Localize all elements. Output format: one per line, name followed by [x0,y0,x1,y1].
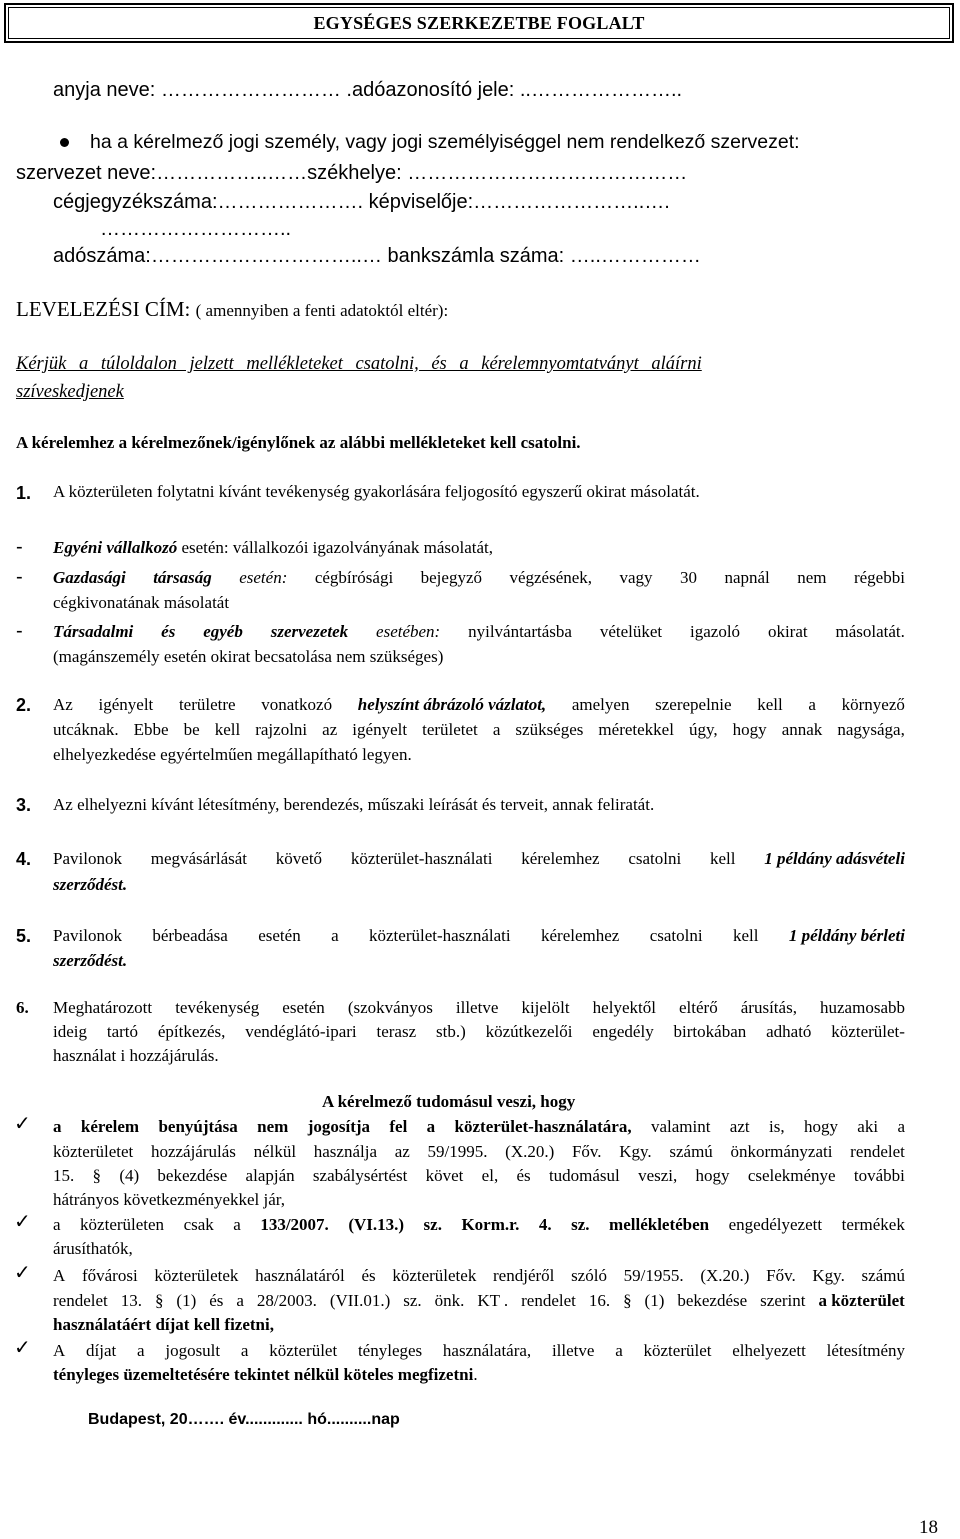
ack-3-word: (1) [644,1291,665,1310]
reg-number-field: cégjegyzékszáma:…………………. képviselője:……………………..…. [53,191,670,213]
item-text-1: A közterületen folytatni kívánt tevékenység gyakorlására feljogosító egyszerű okirat másolatát. [53,482,700,501]
item-2-word: az [322,720,338,739]
company-word: napnál [724,568,770,587]
item-4-word: kell [709,849,736,868]
ack-3-word: a közterület [818,1291,905,1310]
ack-1-word: szabálysértést [312,1166,408,1185]
checkmark-icon: ✓ [14,1209,31,1233]
bullet-icon [60,138,69,147]
company-word: Gazdasági [53,568,126,587]
ack-1-line-1 [53,1118,905,1135]
item-2-word: területet [422,720,478,739]
social-org-word: és [161,622,176,641]
item-6-line-2 [53,1023,905,1040]
ack-1-word: Főv. [571,1142,602,1161]
ack-1-line-2 [53,1143,905,1160]
ack-3-word: § [154,1291,164,1310]
item-6-word: esetén [282,998,325,1017]
ack-3-word: (1) [176,1291,197,1310]
ack-2-word: 4. [538,1215,552,1234]
company-word: vagy [619,568,653,587]
org-name-field: szervezet neve:……………..……székhelye: …………………………………… [16,162,688,184]
ack-2-word: a [53,1215,61,1234]
item-2-word: be [183,720,200,739]
ack-3-word: a [236,1291,244,1310]
item-number-2: 2. [16,695,32,715]
ack-3-line-2 [53,1292,905,1309]
item-2-word: a [492,720,501,739]
dash-marker: - [16,566,23,588]
item-4-word: megvásárlását [150,849,248,868]
document-header-box [4,3,954,43]
ack-1-word: benyújtása [158,1117,238,1136]
item-2-line-2 [53,721,905,738]
item-4-word: kérelemhez [521,849,600,868]
item-5-word: kell [732,926,759,945]
item-6-word: eltérő [679,998,718,1017]
item-6-word: huzamosabb [820,998,905,1017]
ack-1-word: közterület-használatára, [454,1117,632,1136]
ack-1-word: követ [425,1166,464,1185]
item-6-word: engedély [592,1022,654,1041]
item-5-line-1 [53,927,905,944]
ack-4-word: elhelyezett [732,1341,806,1360]
ack-1-word: jogosítja [307,1117,371,1136]
item-6-word: adható [766,1022,812,1041]
ack-4-word: közterület [269,1341,338,1360]
ack-4-word: használatára, [442,1341,532,1360]
ack-1-word: § [92,1166,102,1185]
ack-1-word: 15. [53,1166,75,1185]
ack-2-word: Korm.r. [461,1215,520,1234]
company-word: bejegyző [420,568,482,587]
item-2-word: igényelt [98,695,154,714]
ack-4-word: a [240,1341,249,1360]
mailing-address-label: LEVELEZÉSI CÍM: [16,297,191,321]
ack-3-word: és [209,1291,224,1310]
item-4-word: követő [275,849,323,868]
item-6-word: közterület- [831,1022,905,1041]
item-2-word: a [808,695,816,714]
document-header-inner-border [8,7,950,39]
item-5-word: 1 példány bérleti [788,926,905,945]
item-4-line-2: szerződést. [53,875,128,894]
social-org-word: esetében: [376,622,441,641]
item-6-word: terasz [376,1022,417,1041]
social-org-word: egyéb [203,622,243,641]
social-org-word: másolatát. [835,622,905,641]
ack-1-word: el, [481,1166,499,1185]
item-2-word: Az [53,695,73,714]
ack-2-word: sz. [423,1215,442,1234]
item-2-word: területre [178,695,236,714]
ack-3-word: A [53,1266,66,1285]
ack-1-word: aki [857,1117,879,1136]
item-2-word: hogy [732,720,767,739]
item-6-word: helyektől [592,998,656,1017]
ack-4-word: díjat [86,1341,117,1360]
item-5-word: Pavilonok [53,926,122,945]
ack-3-word: és [361,1266,376,1285]
ack-1-word: nem [257,1117,289,1136]
ack-4-word: közterület [643,1341,712,1360]
ack-1-word: közterületet [53,1142,134,1161]
item-5-word: bérbeadása [152,926,228,945]
item-6-word: tartó [106,1022,139,1041]
item-6-word: birtokában [673,1022,747,1041]
item-text-3: Az elhelyezni kívánt létesítmény, berendezés, műszaki leírását és terveit, annak feliratát. [53,795,655,814]
item-2-word: annak [781,720,823,739]
item-6-word: illetve [455,998,499,1017]
ack-3-word: rendelet [521,1291,576,1310]
ack-2-word: csak [183,1215,214,1234]
item-6-word: (szokványos [347,998,433,1017]
item-5-word: kérelemhez [540,926,620,945]
ack-2-word: 133/2007. [260,1215,329,1234]
acknowledgement-heading: A kérelmező tudomásul veszi, hogy [322,1092,576,1111]
ack-4-bold-text: tényleges üzemeltetésére tekintet nélkül köteles megfizetni [53,1365,474,1384]
ack-1-word: 59/1995. [427,1142,488,1161]
request-line-1 [16,355,946,374]
ack-1-word: Kgy. [619,1142,652,1161]
ack-4-word: a [615,1341,623,1360]
dash-marker: - [16,620,23,642]
item-2-word: méretekkel [598,720,674,739]
document-header-title: EGYSÉGES SZERKEZETBE FOGLALT [313,12,645,33]
item-2-word: környező [841,695,905,714]
ack-1-word: valamint [650,1117,711,1136]
item-5-word: a [331,926,339,945]
ack-4-line-1 [53,1342,905,1359]
item-4-word: csatolni [628,849,682,868]
item-6-word: árusítás, [740,998,797,1017]
mother-name-field: anyja neve: ……………………… .adóazonosító jele: ..………………….. [53,79,683,101]
ack-3-word: fővárosi [81,1266,138,1285]
ack-3-word: számú [861,1266,905,1285]
ack-3-line-1 [53,1267,905,1284]
ack-1-line-3 [53,1167,905,1184]
ack-4-line-2 [53,1366,478,1383]
item-2-word: úgy, [688,720,718,739]
item-2-line-3: elhelyezkedése egyértelműen megállapítható legyen. [53,745,412,764]
item-2-word: utcáknak. [53,720,119,739]
ack-3-word: 28/2003. [256,1291,317,1310]
item-2-word: igényelt [352,720,408,739]
ack-1-word: bekezdése [157,1166,228,1185]
item-2-word: szerepelnie [655,695,732,714]
ack-1-word: fel [389,1117,408,1136]
ack-4-word: a [137,1341,145,1360]
item-2-word: kell [214,720,241,739]
item-2-word: helyszínt ábrázoló vázlatot, [357,695,547,714]
item-6-word: kijelölt [521,998,570,1017]
ack-4-word: tényleges [357,1341,423,1360]
item-6-word: ideig [53,1022,87,1041]
item-2-word: kell [757,695,783,714]
ack-2-line-2: árusíthatók, [53,1239,133,1258]
company-word: esetén: [239,568,288,587]
item-6-line-3: használat i hozzájárulás. [53,1046,219,1065]
ack-1-line-4: hátrányos következményekkel jár, [53,1190,286,1209]
item-2-word: nagysága, [837,720,905,739]
ack-2-word: közterületen [80,1215,165,1234]
item-6-word: stb.) [436,1022,466,1041]
social-org-word: nyilvántartásba [468,622,572,641]
item-6-word: közútkezelői [485,1022,573,1041]
item-4-line-1 [53,850,905,867]
item-5-line-2: szerződést. [53,951,128,970]
sub-item-sole-trader [53,539,493,556]
item-number-4: 4. [16,849,32,869]
request-line-2: szíveskedjenek [16,382,124,402]
company-word: végzésének, [509,568,593,587]
company-word: társaság [153,568,212,587]
ack-1-word: (X.20.) [505,1142,555,1161]
ack-1-word: rendelet [850,1142,905,1161]
social-org-word: vételüket [599,622,663,641]
ack-1-word: használja [313,1142,378,1161]
ack-1-word: a [53,1117,62,1136]
ack-3-word: rendelet [53,1291,108,1310]
ack-3-word: szóló [571,1266,607,1285]
item-2-word: amelyen [571,695,630,714]
ack-3-line-3: használatáért díjat kell fizetni, [53,1315,274,1334]
sub-item-company-line-1 [53,569,905,586]
company-word: cégbírósági [314,568,394,587]
ack-1-word: alapján [245,1166,295,1185]
ack-3-word: 16. [588,1291,611,1310]
sole-trader-text: esetén: vállalkozói igazolványának másolatát, [177,538,493,557]
ack-1-word: és [516,1166,531,1185]
item-5-word: esetén [258,926,301,945]
social-org-word: szervezetek [270,622,349,641]
checkmark-icon: ✓ [14,1335,31,1359]
item-number-6: 6. [16,998,29,1017]
ack-3-word: bekezdése [677,1291,748,1310]
sub-item-social-org-line-1 [53,623,905,640]
item-4-word: 1 példány adásvételi [764,849,905,868]
ack-1-word: veszi, [638,1166,678,1185]
ack-3-word: rendjéről [493,1266,555,1285]
ack-2-word: sz. [571,1215,590,1234]
item-2-word: vonatkozó [261,695,333,714]
checkmark-icon: ✓ [14,1111,31,1135]
ack-3-word: sz. [403,1291,422,1310]
ack-4-word: létesítmény [826,1341,905,1360]
item-2-word: rajzolni [255,720,308,739]
item-6-word: tevékenység [175,998,260,1017]
item-2-word: szükséges [515,720,584,739]
ack-2-word: engedélyezett [728,1215,823,1234]
checkmark-icon: ✓ [14,1260,31,1284]
request-text-1: Kérjük a túloldalon jelzett mellékleteket csatolni, és a kérelemnyomtatványt aláírni [16,354,702,374]
ack-4-period: . [473,1365,478,1384]
ack-1-word: a [426,1117,436,1136]
item-number-1: 1. [16,483,32,503]
ack-2-word: termékek [841,1215,905,1234]
item-5-word: csatolni [649,926,703,945]
mailing-address-field [16,299,448,320]
ack-3-word: Kgy. [812,1266,845,1285]
company-word: nem [797,568,827,587]
ack-4-word: A [53,1341,66,1360]
ack-1-word: cselekménye [747,1166,836,1185]
legal-person-bullet-text: ha a kérelmező jogi személy, vagy jogi személyiséggel nem rendelkező szervezet: [90,131,800,153]
ack-1-word: önkormányzati [730,1142,833,1161]
attachment-heading: A kérelemhez a kérelmezőnek/igénylőnek az alábbi mellékleteket kell csatolni. [16,433,581,452]
ack-1-word: is, [768,1117,785,1136]
ack-3-word: (X.20.) [700,1266,750,1285]
page-number: 18 [919,1517,938,1538]
item-2-line-1 [53,696,905,713]
item-6-word: vendéglátó-ipari [245,1022,357,1041]
ack-1-word: számú [669,1142,713,1161]
ack-1-word: az [394,1142,410,1161]
ack-3-word: Főv. [766,1266,796,1285]
ack-3-word: szerint [760,1291,806,1310]
dash-marker: - [16,536,23,558]
ack-4-word: jogosult [165,1341,221,1360]
ack-3-word: közterületek [154,1266,239,1285]
item-number-3: 3. [16,795,32,815]
item-5-word: közterület-használati [369,926,511,945]
ack-1-word: (4) [119,1166,140,1185]
company-word: 30 [679,568,697,587]
ack-3-word: önk. [434,1291,465,1310]
ack-1-word: hogy [695,1166,730,1185]
ack-1-word: azt [729,1117,750,1136]
ack-1-word: nélkül [253,1142,297,1161]
tax-number-field: adószáma:…………………………..… bankszámla száma: …..…………… [53,245,701,267]
mailing-address-note: ( amennyiben a fenti adatoktól eltér): [195,301,449,320]
ack-1-word: további [853,1166,905,1185]
ack-3-word: § [623,1291,632,1310]
ack-2-word: mellékletében [609,1215,710,1234]
ack-4-word: illetve [551,1341,595,1360]
ack-1-word: hogy [803,1117,838,1136]
social-org-word: okirat [767,622,808,641]
item-4-word: közterület-használati [350,849,493,868]
sub-item-company-line-2: cégkivonatának másolatát [53,593,230,612]
ack-2-word: (VI.13.) [348,1215,405,1234]
item-2-word: Ebbe [133,720,169,739]
ack-3-word: használatáról [255,1266,345,1285]
social-org-word: Társadalmi [53,622,134,641]
ack-1-word: kérelem [80,1117,140,1136]
item-6-word: Meghatározott [53,998,153,1017]
sub-item-social-org-line-2: (magánszemély esetén okirat becsatolása nem szükséges) [53,647,444,666]
ack-3-word: közterületek [392,1266,477,1285]
dots-line: ……………………….. [100,218,292,240]
item-6-word: építkezés, [157,1022,226,1041]
ack-3-word: (VII.01.) [329,1291,391,1310]
sole-trader-term: Egyéni vállalkozó [53,538,178,557]
item-4-word: Pavilonok [53,849,122,868]
ack-1-word: hozzájárulás [150,1142,236,1161]
signature-date-line: Budapest, 20……. év............. hó..........nap [88,1411,400,1428]
ack-1-word: a [897,1117,905,1136]
ack-2-line-1 [53,1216,905,1233]
company-word: régebbi [853,568,905,587]
ack-3-word: 59/1955. [623,1266,684,1285]
social-org-word: igazoló [690,622,741,641]
item-number-5: 5. [16,926,32,946]
ack-3-word: 13. [120,1291,142,1310]
ack-3-word: KT . [477,1291,509,1310]
ack-1-word: tudomásul [548,1166,620,1185]
item-6-line-1 [53,999,905,1016]
ack-2-word: a [233,1215,241,1234]
